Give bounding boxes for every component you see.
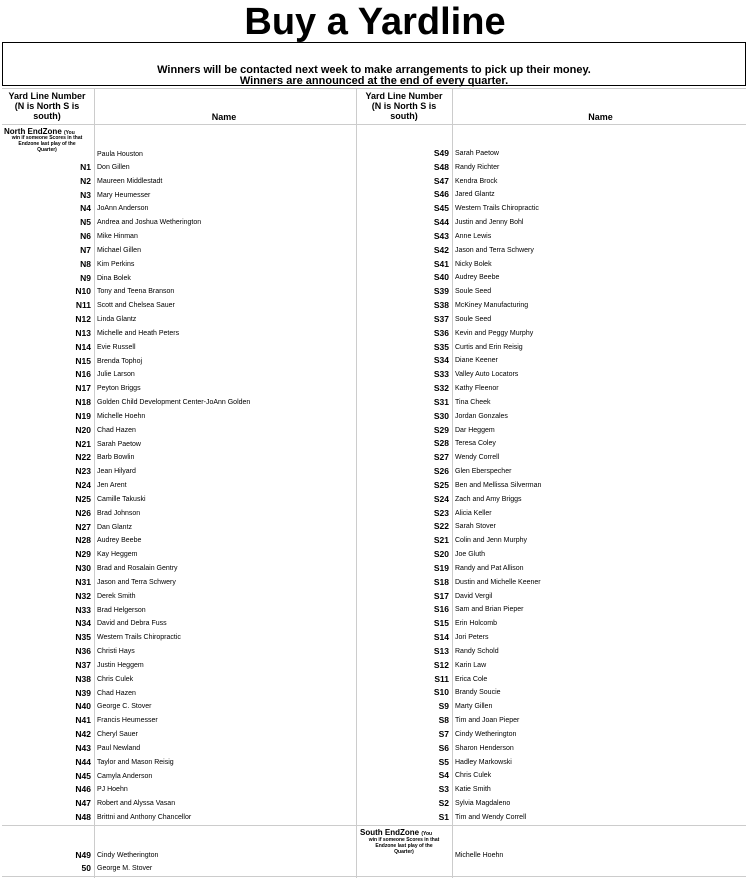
- south-endzone-note-line: win if someone Scores in that: [368, 837, 440, 843]
- yardline-name: Curtis and Erin Reisig: [455, 343, 523, 351]
- yardline-name: Dar Heggem: [455, 426, 495, 434]
- yardline-name: Brad Johnson: [97, 509, 141, 517]
- yardline-name: Dan Glantz: [97, 523, 133, 531]
- yardline-name: Jori Peters: [455, 634, 489, 642]
- yardline-name: Mike Hinman: [97, 233, 138, 241]
- yardline-code: N2: [80, 175, 91, 186]
- yardline-code: S17: [433, 590, 449, 601]
- yardline-code: S8: [438, 715, 449, 726]
- yardline-name: Jen Arent: [97, 482, 127, 490]
- yardline-code: S43: [433, 230, 449, 241]
- yardline-code: N10: [75, 286, 91, 297]
- south-endzone-title-text: South EndZone: [360, 828, 420, 837]
- yardline-code: N1: [80, 162, 91, 172]
- left-code-header-line: Yard Line Number: [8, 91, 86, 101]
- yardline-name: Jean Hilyard: [97, 468, 136, 476]
- yardline-code: N49: [75, 850, 91, 860]
- yardline-code: N18: [75, 397, 91, 408]
- yardline-code: N41: [75, 715, 91, 726]
- yardline-name: David Vergil: [455, 592, 493, 600]
- column-divider: [356, 88, 357, 878]
- yardline-code: N6: [80, 231, 91, 242]
- yardline-code: S30: [433, 410, 449, 421]
- yardline-name: Camille Takuski: [97, 495, 146, 503]
- yardline-code: S45: [433, 203, 449, 214]
- yardline-code: S19: [433, 562, 449, 573]
- yardline-code: N37: [75, 659, 91, 670]
- yardline-name: Zach and Amy Briggs: [455, 495, 522, 503]
- left-name-header: Name: [211, 112, 237, 122]
- yardline-name: Paul Newland: [97, 744, 141, 752]
- yardline-name: Robert and Alyssa Vasan: [97, 800, 176, 808]
- yardline-code: N3: [80, 189, 91, 200]
- right-code-header: [358, 91, 450, 121]
- yardline-name: Tim and Wendy Correll: [455, 813, 527, 821]
- yardline-code: N31: [75, 576, 91, 587]
- north-endzone-note-line: Quarter): [37, 147, 57, 153]
- notice-line-2: Winners are announced at the end of every quarter.: [239, 75, 509, 87]
- yardline-name: Sarah Stover: [455, 523, 496, 531]
- yardline-code: S20: [433, 549, 449, 560]
- yardline-name: Andrea and Joshua Wetherington: [97, 219, 202, 227]
- right-code-header-line: Yard Line Number: [365, 91, 443, 101]
- yardline-code: S27: [433, 452, 449, 463]
- yardline-code: N29: [75, 549, 91, 560]
- yardline-name: Kay Heggem: [97, 551, 138, 559]
- yardline-name: Kendra Brock: [455, 177, 498, 185]
- yardline-name: Jared Glantz: [455, 191, 495, 199]
- yardline-name: Erica Cole: [455, 675, 488, 683]
- yardline-code: S41: [433, 258, 449, 269]
- yardline-name: Hadley Markowski: [455, 758, 512, 766]
- yardline-code: N38: [75, 673, 91, 684]
- yardline-code: N25: [75, 493, 91, 504]
- yardline-code: N48: [75, 812, 91, 822]
- yardline-name: Michelle Hoehn: [97, 412, 146, 420]
- yardline-name: Alicia Keller: [455, 509, 492, 517]
- yardline-code: S39: [433, 286, 449, 297]
- yardline-name: Audrey Beebe: [97, 537, 142, 545]
- yardline-name: George M. Stover: [97, 865, 153, 872]
- south-endzone-note: [358, 837, 450, 855]
- yardline-code: N15: [75, 355, 91, 366]
- left-code-header-line: (N is North S is: [14, 101, 80, 111]
- yardline-code: S9: [438, 701, 449, 712]
- yardline-name: Joe Gluth: [455, 551, 485, 559]
- yardline-name: Sarah Paetow: [455, 150, 499, 157]
- yardline-code: S23: [433, 507, 449, 518]
- yardline-name: Randy Schold: [455, 647, 499, 655]
- yardline-name: Karin Law: [455, 661, 487, 669]
- yardline-code: S48: [433, 161, 449, 172]
- yardline-name: Glen Eberspecher: [455, 468, 512, 476]
- right-code-header-line: (N is North S is: [371, 101, 437, 111]
- yardline-code: N39: [75, 687, 91, 698]
- yardline-name: Randy Richter: [455, 163, 500, 171]
- yardline-code: S46: [433, 189, 449, 200]
- yardline-name: Brenda Tophoj: [97, 357, 143, 365]
- yardline-name: Marty Gillen: [455, 703, 493, 711]
- yardline-code: S24: [433, 493, 449, 504]
- yardline-code: S31: [433, 396, 449, 407]
- south-endzone-note-line: Endzone last play of the: [375, 843, 433, 849]
- yardline-code: S36: [433, 327, 449, 338]
- yardline-code: N43: [75, 742, 91, 753]
- yardline-code: S25: [433, 479, 449, 490]
- yardline-code: N36: [75, 646, 91, 657]
- yardline-code: N34: [75, 618, 91, 629]
- yardline-code: S10: [433, 687, 449, 698]
- yardline-name: Kevin and Peggy Murphy: [455, 329, 534, 337]
- north-endzone-note-line: win if someone Scores in that: [11, 135, 83, 141]
- yardline-name: Randy and Pat Allison: [455, 564, 524, 572]
- right-name-header: Name: [588, 112, 613, 122]
- yardline-code: S44: [433, 217, 449, 228]
- yardline-name: Linda Glantz: [97, 316, 137, 324]
- yardline-name: Barb Bowlin: [97, 454, 135, 462]
- yardline-name: Tina Cheek: [455, 398, 491, 406]
- yardline-name: Audrey Beebe: [455, 274, 500, 282]
- yardline-code: S35: [433, 341, 449, 352]
- yardline-name: Evie Russell: [97, 343, 136, 351]
- yardline-code: N28: [75, 535, 91, 546]
- notice-line-1: Winners will be contacted next week to make arrangements to pick up their money.: [157, 64, 591, 76]
- yardline-name: Jason and Terra Schwery: [455, 246, 534, 254]
- yardline-name: JoAnn Anderson: [97, 205, 149, 213]
- yardline-code: S5: [438, 756, 449, 767]
- yardline-code: N20: [75, 424, 91, 435]
- yardline-name: Justin and Jenny Bohl: [455, 219, 524, 227]
- yardline-code: N45: [75, 770, 91, 781]
- yardline-code: N40: [75, 701, 91, 712]
- yardline-name: Derek Smith: [97, 592, 136, 600]
- yardline-name: Don Gillen: [97, 164, 130, 171]
- yardline-name: Maureen Middlestadt: [97, 177, 163, 185]
- yardline-name: Jason and Terra Schwery: [97, 578, 176, 586]
- yardline-name: Colin and Jenn Murphy: [455, 537, 527, 545]
- yardline-name: Valley Auto Locators: [455, 371, 519, 379]
- yardline-name: Teresa Coley: [455, 440, 496, 448]
- yardline-code: N47: [75, 798, 91, 809]
- yardline-name: Sharon Henderson: [455, 744, 514, 752]
- yardline-code: S7: [438, 728, 449, 739]
- yardline-name: Chris Culek: [97, 675, 134, 683]
- page-title: Buy a Yardline: [244, 1, 506, 43]
- yardline-name: Michael Gillen: [97, 246, 141, 254]
- yardline-name: Kim Perkins: [97, 260, 135, 268]
- yardline-name: Francis Heumesser: [97, 717, 158, 725]
- yardline-name: PJ Hoehn: [97, 786, 128, 794]
- yardline-code: S2: [438, 798, 449, 808]
- north-endzone-name: Paula Houston: [97, 151, 143, 158]
- yardline-name: Ben and Mellissa Silverman: [455, 481, 542, 489]
- yardline-name: Sarah Paetow: [97, 440, 141, 448]
- yardline-name: Katie Smith: [455, 786, 491, 794]
- south-endzone-name: Michelle Hoehn: [455, 852, 504, 859]
- yardline-name: Michelle and Heath Peters: [97, 329, 180, 337]
- yardline-code: S32: [433, 383, 449, 394]
- yardline-code: N13: [75, 327, 91, 338]
- yardline-name: McKiney Manufacturing: [455, 302, 529, 310]
- yardline-code: S22: [433, 521, 449, 532]
- yardline-code: S33: [433, 369, 449, 380]
- yardline-code: N24: [75, 480, 91, 491]
- yardline-name: Tim and Joan Pieper: [455, 717, 520, 725]
- yardline-name: Sam and Brian Pieper: [455, 606, 524, 614]
- yardline-code: S28: [433, 438, 449, 449]
- yardline-code: N7: [80, 244, 91, 255]
- column-divider: [94, 88, 95, 878]
- yardline-name: Brandy Soucie: [455, 689, 501, 697]
- yardline-name: Cheryl Sauer: [97, 731, 138, 739]
- yardline-name: Justin Heggem: [97, 661, 144, 669]
- yardline-code: N46: [75, 784, 91, 795]
- yardline-code: N16: [75, 369, 91, 380]
- yardline-name: Scott and Chelsea Sauer: [97, 302, 175, 310]
- yardline-name: Golden Child Development Center-JoAnn Golden: [97, 399, 251, 407]
- yardline-code: S18: [433, 576, 449, 587]
- right-code-header-line: south): [390, 111, 418, 121]
- yardline-code: N32: [75, 590, 91, 601]
- yardline-code: S15: [433, 618, 449, 629]
- yardline-code: S34: [433, 355, 449, 366]
- yardline-code: S49: [433, 148, 449, 158]
- yardline-name: George C. Stover: [97, 703, 152, 711]
- yardline-code: N42: [75, 729, 91, 740]
- yardline-name: Brad and Rosalain Gentry: [97, 565, 178, 573]
- yardline-code: N11: [75, 300, 91, 311]
- column-divider: [452, 88, 453, 878]
- yardline-code: S42: [433, 244, 449, 255]
- yardline-code: S3: [438, 784, 449, 795]
- yardline-code: S37: [433, 313, 449, 324]
- north-endzone-title-text: North EndZone: [4, 127, 62, 136]
- yardline-code: S38: [433, 300, 449, 311]
- yardline-name: Erin Holcomb: [455, 620, 498, 628]
- south-endzone-title-note: (You: [421, 831, 433, 837]
- yardline-name: Kathy Fleenor: [455, 385, 499, 393]
- yardline-code: N26: [75, 507, 91, 518]
- yardline-code: S6: [438, 742, 449, 753]
- yardline-code: N4: [80, 203, 91, 214]
- yardline-name: Brittni and Anthony Chancellor: [97, 814, 192, 821]
- yardline-code: N33: [75, 604, 91, 615]
- yardline-code: N5: [80, 217, 91, 228]
- yardline-name: Chris Culek: [455, 772, 492, 780]
- yardline-code: N17: [75, 383, 91, 394]
- yardline-name: Jordan Gonzales: [455, 412, 508, 420]
- yardline-name: Western Trails Chiropractic: [97, 634, 181, 642]
- yardline-name: Taylor and Mason Reisig: [97, 758, 174, 766]
- yardline-name: Diane Keener: [455, 357, 498, 365]
- yardline-name: Brad Helgerson: [97, 606, 146, 614]
- yardline-name: Wendy Correll: [455, 454, 500, 462]
- yardline-name: Chad Hazen: [97, 426, 136, 434]
- yardline-code: S11: [434, 673, 449, 684]
- yardline-name: Dustin and Michelle Keener: [455, 578, 541, 586]
- yardline-name: Western Trails Chiropractic: [455, 205, 539, 213]
- yardline-code: S21: [433, 535, 449, 546]
- yardline-name: Mary Heumesser: [97, 191, 151, 199]
- yardline-name: Chad Hazen: [97, 689, 136, 697]
- yardline-name: Dina Bolek: [97, 274, 131, 282]
- yardline-name: Cindy Wetherington: [97, 852, 159, 859]
- yardline-name: Soule Seed: [455, 288, 492, 296]
- yardline-code: S16: [433, 604, 449, 615]
- yardline-code: N9: [80, 272, 91, 283]
- yardline-code: N22: [75, 452, 91, 463]
- row-divider: [2, 124, 746, 125]
- yardline-code: N8: [80, 258, 91, 269]
- yardline-code: S47: [433, 175, 449, 186]
- yardline-code: N23: [75, 466, 91, 477]
- yardline-name: Sylvia Magdaleno: [455, 800, 511, 807]
- yardline-name: Cindy Wetherington: [455, 730, 517, 738]
- yardline-code: N12: [75, 314, 91, 325]
- yardline-code: N27: [75, 521, 91, 532]
- yardline-name: Christi Hays: [97, 648, 135, 656]
- yardline-code: N30: [75, 563, 91, 574]
- left-code-header: [2, 91, 92, 121]
- yardline-name: Camyla Anderson: [97, 772, 153, 780]
- row-divider: [2, 876, 746, 877]
- yardline-name: David and Debra Fuss: [97, 620, 167, 628]
- yardline-code: S13: [433, 645, 449, 656]
- south-endzone-note-line: Quarter): [394, 849, 414, 855]
- yardline-code: S4: [438, 770, 449, 781]
- north-endzone-title-note: (You: [64, 130, 75, 136]
- yardline-code: 50: [81, 863, 91, 873]
- yardline-code: S14: [433, 632, 449, 643]
- row-divider: [2, 88, 746, 89]
- yardline-code: N14: [75, 341, 91, 352]
- yardline-name: Soule Seed: [455, 315, 492, 323]
- yardline-name: Nicky Bolek: [455, 260, 492, 268]
- yardline-code: S12: [433, 659, 449, 670]
- north-endzone-note-line: Endzone last play of the: [18, 141, 76, 147]
- yardline-code: S26: [433, 466, 449, 477]
- yardline-code: S29: [433, 424, 449, 435]
- yardline-code: N19: [75, 410, 91, 421]
- yardline-code: N21: [75, 438, 91, 449]
- left-code-header-line: south): [33, 111, 61, 121]
- yardline-name: Peyton Briggs: [97, 385, 141, 393]
- yardline-name: Julie Larson: [97, 371, 135, 379]
- notice-box: [2, 42, 746, 86]
- yardline-code: N44: [75, 756, 91, 767]
- north-endzone-note: [2, 135, 92, 153]
- yardline-code: S40: [433, 272, 449, 283]
- yardline-code: S1: [438, 811, 449, 822]
- yardline-name: Tony and Teena Branson: [97, 288, 175, 296]
- yardline-code: N35: [75, 632, 91, 643]
- yardline-name: Anne Lewis: [455, 232, 492, 240]
- row-divider: [2, 825, 746, 826]
